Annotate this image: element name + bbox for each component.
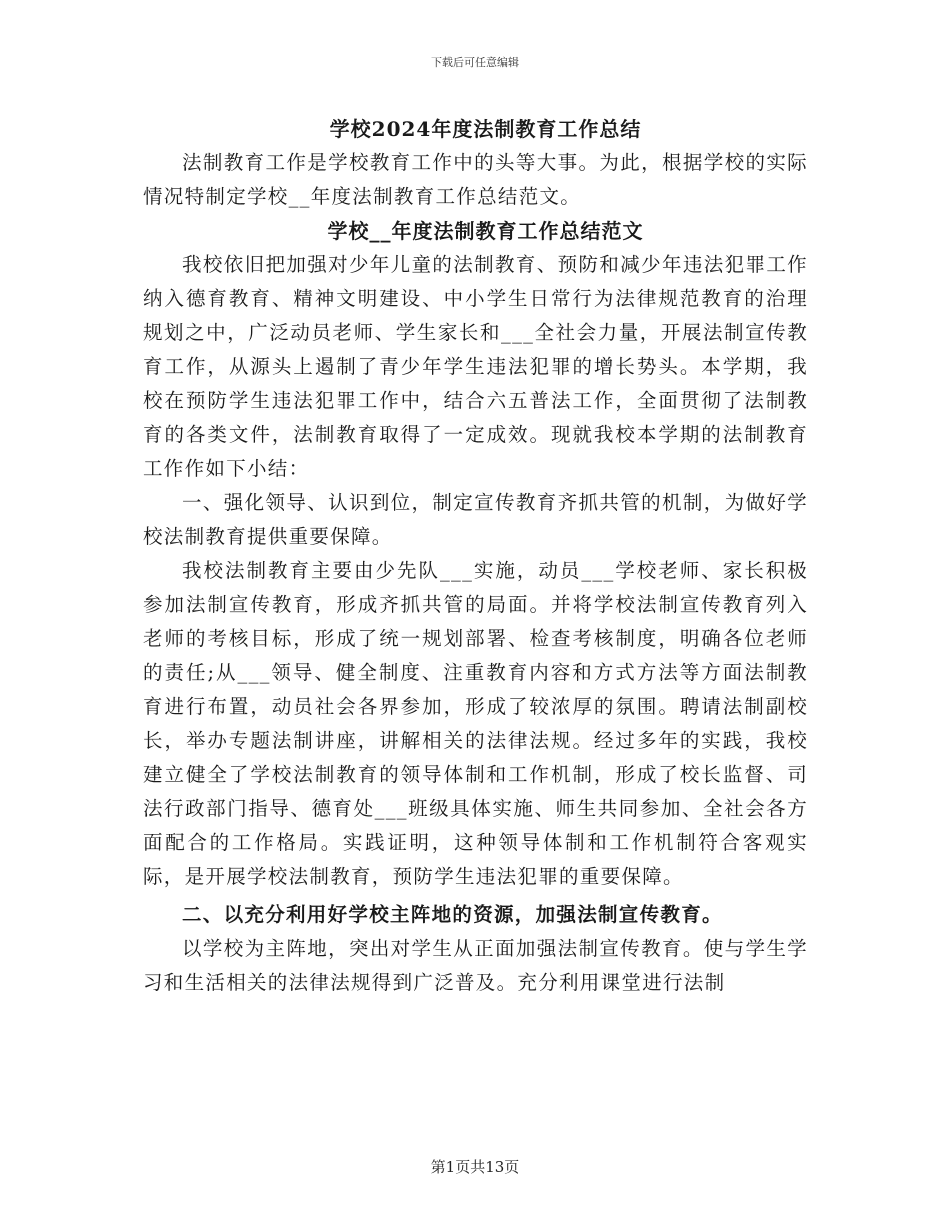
page-footer: 第1页共13页 — [430, 1158, 520, 1176]
document-title: 学校2024年度法制教育工作总结 — [329, 117, 642, 141]
document-subtitle: 学校__年度法制教育工作总结范文 — [327, 219, 644, 243]
paragraph-2: 我校法制教育主要由少先队___实施，动员___学校老师、家长积极参加法制宣传教育，形成齐抓共管的局面。并将学校法制宣传教育列入老师的考核目标，形成了统一规划部署、检查考核制度，明确各位老师的责任;从___领导、健全制度、注重教育内容和方式方法等方面法制教育进行布置，动员社会各界参加，形成了较浓厚的氛围。聘请法制副校长，举办专题法制讲座，讲解相关的法律法规。经过多年的实践，我校建立健全了学校法制教育的领导体制和工作机制，形成了校长监督、司法行政部门指导、德育处___班级具体实施、师生共同参加、全社会各方面配合的工作格局。实践证明，这种领导体制和工作机制符合客观实际，是开展学校法制教育，预防学生违法犯罪的重要保障。 — [143, 559, 808, 888]
section-1-heading: 一、强化领导、认识到位，制定宣传教育齐抓共管的机制，为做好学校法制教育提供重要保障。 — [143, 491, 808, 548]
intro-paragraph: 法制教育工作是学校教育工作中的头等大事。为此，根据学校的实际情况特制定学校__年度法制教育工作总结范文。 — [143, 151, 808, 208]
paragraph-3: 以学校为主阵地，突出对学生从正面加强法制宣传教育。使与学生学习和生活相关的法律法规得到广泛普及。充分利用课堂进行法制 — [143, 937, 808, 994]
page-header-note: 下载后可任意编辑 — [431, 56, 519, 69]
section-2-heading: 二、以充分利用好学校主阵地的资源，加强法制宣传教育。 — [182, 903, 723, 926]
document-body — [143, 112, 808, 1000]
paragraph-1: 我校依旧把加强对少年儿童的法制教育、预防和减少年违法犯罪工作纳入德育教育、精神文明建设、中小学生日常行为法律规范教育的治理规划之中，广泛动员老师、学生家长和___全社会力量，开展法制宣传教育工作，从源头上遏制了青少年学生违法犯罪的增长势头。本学期，我校在预防学生违法犯罪工作中，结合六五普法工作，全面贯彻了法制教育的各类文件，法制教育取得了一定成效。现就我校本学期的法制教育工作作如下小结： — [143, 253, 808, 480]
